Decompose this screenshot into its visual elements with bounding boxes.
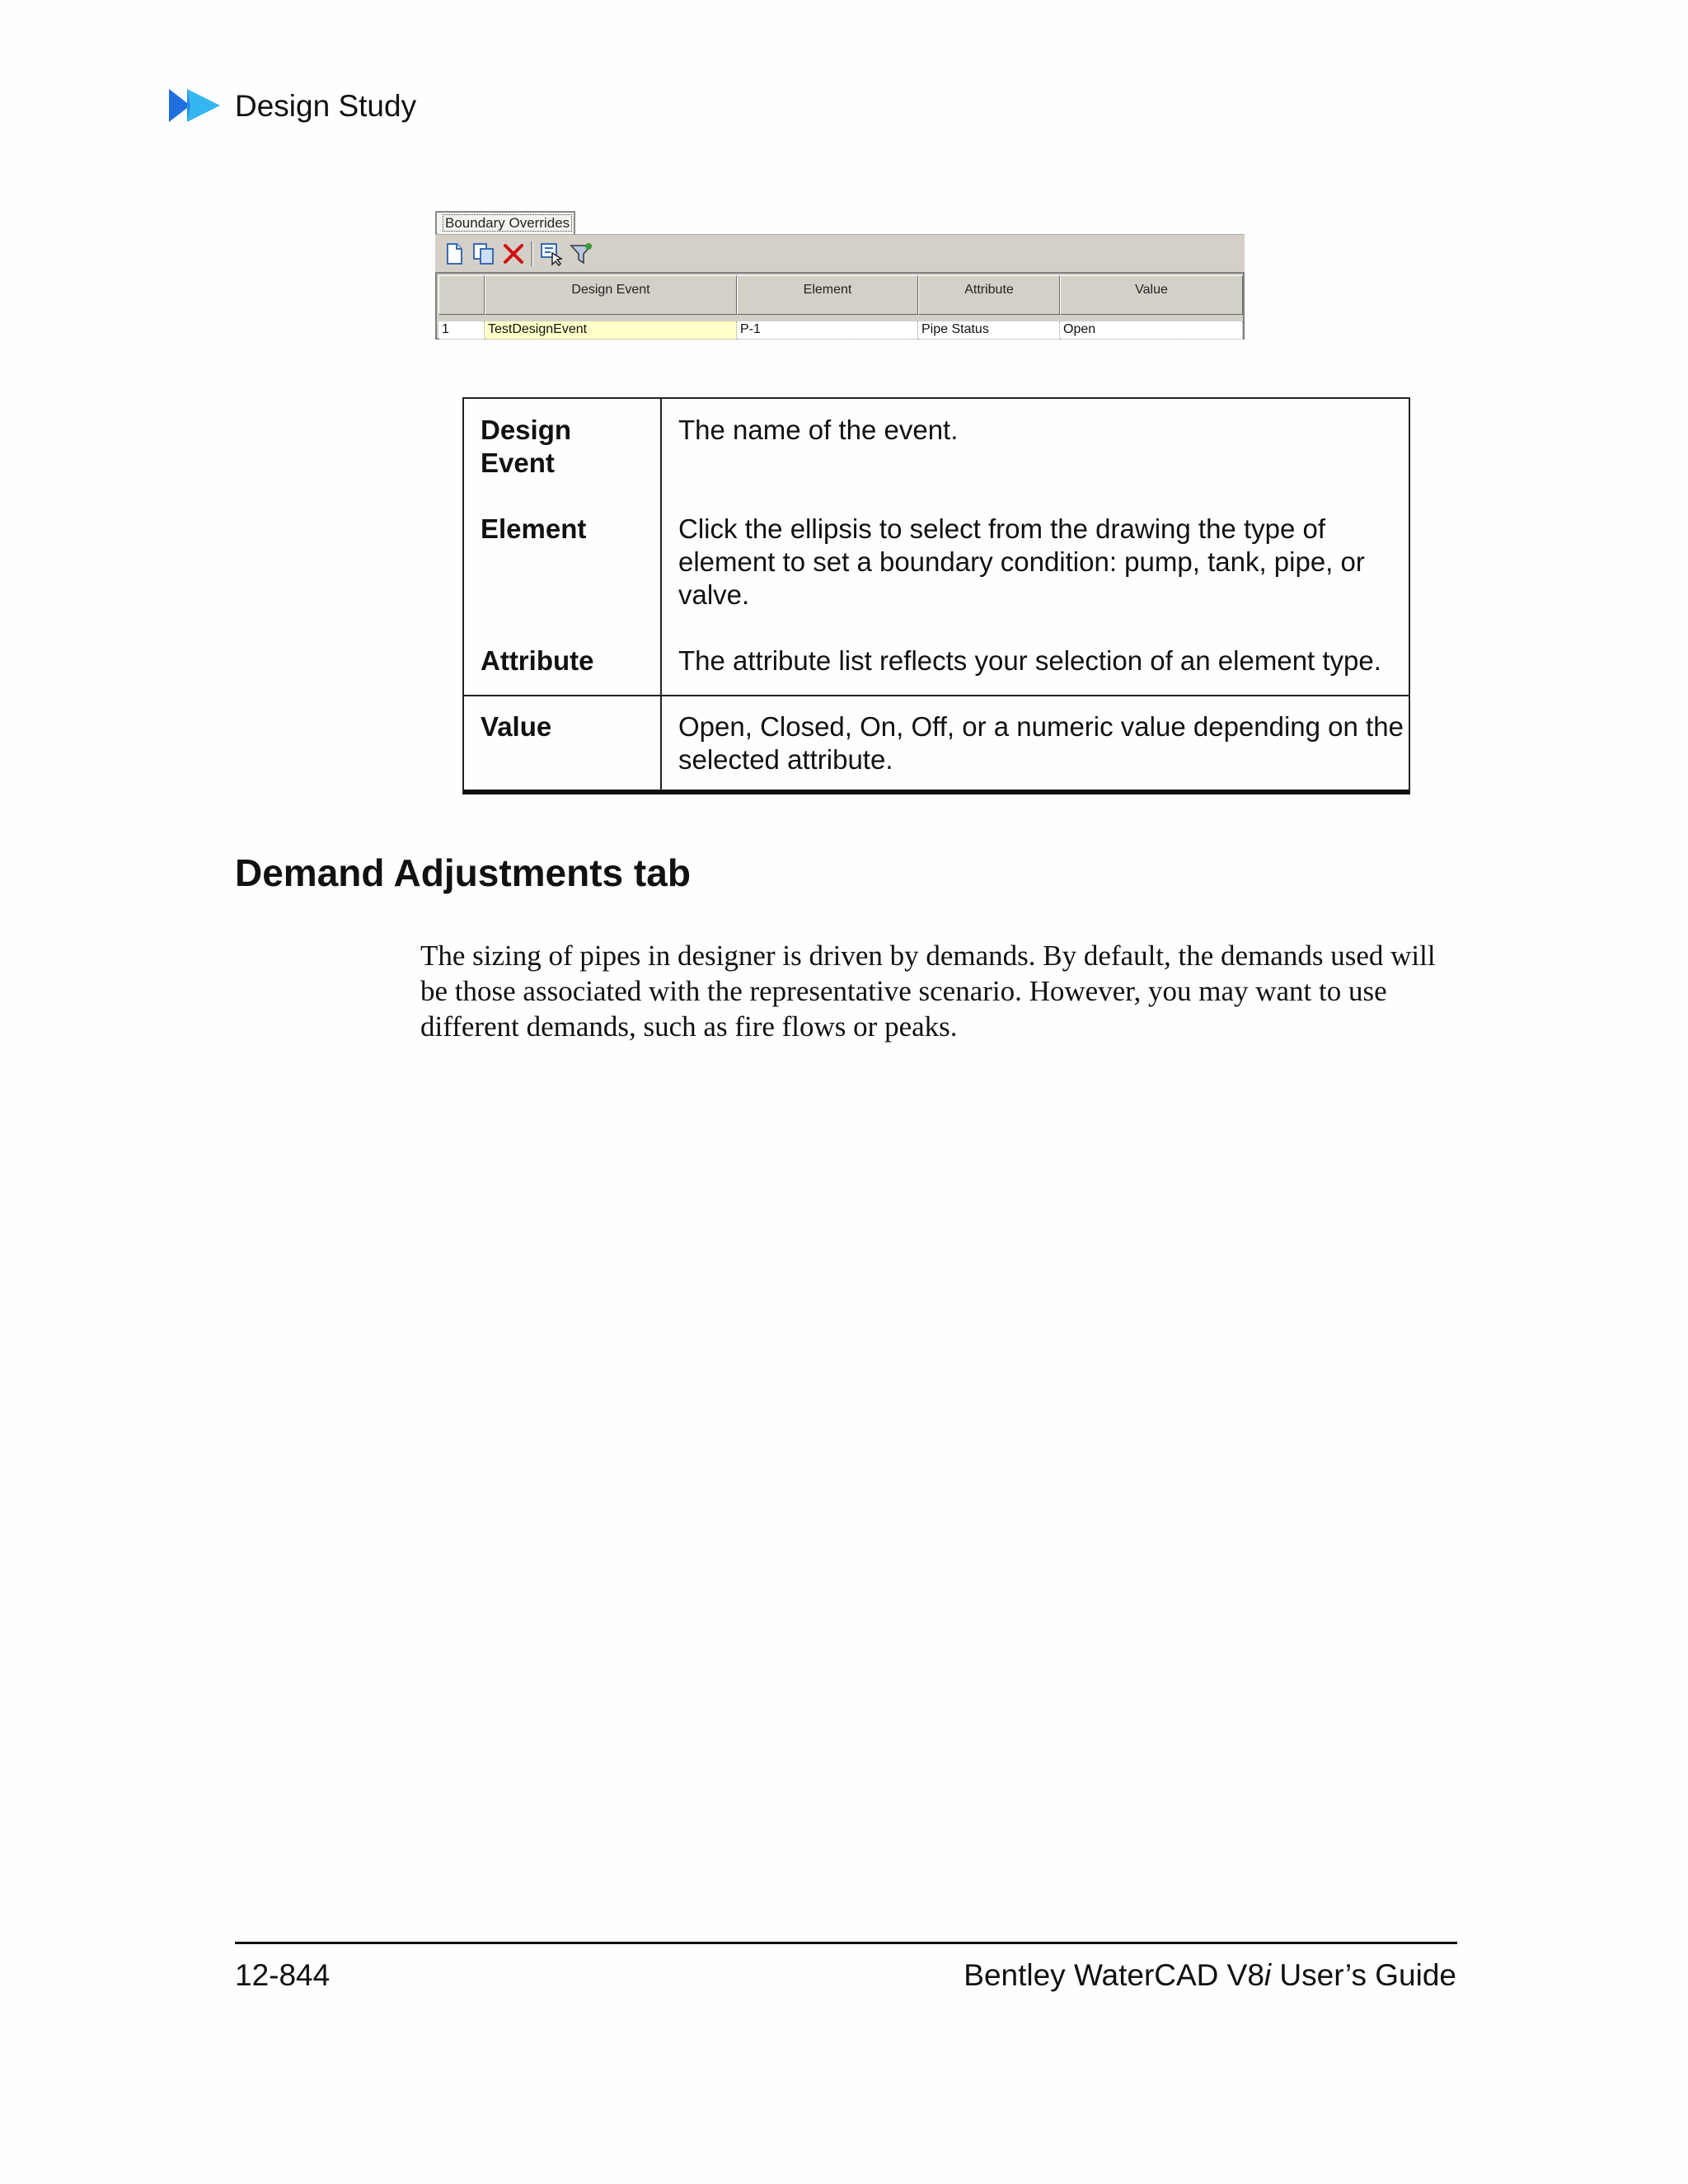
tab-boundary-overrides[interactable]: Boundary Overrides [435,211,575,234]
cell-element[interactable]: P-1 [737,321,918,340]
term-attribute: Attribute [481,645,594,676]
term-design-event: Design Event [481,415,572,478]
cell-value[interactable]: Open [1060,321,1243,340]
body-paragraph: The sizing of pipes in designer is driven by demands. By default, the demands used will be those associated with the representative scenario. However, you may want to use different demands, such as fire flows or peaks. [420,940,1436,1043]
filter-icon[interactable] [569,241,593,266]
table-row-index[interactable]: 1 [438,321,485,340]
select-from-drawing-icon[interactable] [539,241,564,266]
running-header-title: Design Study [235,89,417,123]
row-header-corner [438,275,485,315]
duplicate-icon[interactable] [471,241,496,266]
column-header-design-event[interactable]: Design Event [485,275,737,315]
section-heading: Demand Adjustments tab [235,851,691,894]
column-header-attribute[interactable]: Attribute [918,275,1060,315]
toolbar-separator [531,241,533,266]
footer-rule [235,1942,1457,1944]
grid-toolbar [435,234,1245,273]
cell-attribute[interactable]: Pipe Status [918,321,1060,340]
delete-icon[interactable] [501,241,526,266]
boundary-overrides-grid [435,272,1245,340]
desc-element: Click the ellipsis to select from the drawing the type of element to set a boundary condition: pump, tank, pipe, or valve. [678,513,1365,610]
field-definition-table [462,397,1410,794]
cell-design-event[interactable]: TestDesignEvent [485,321,737,340]
boundary-overrides-screenshot [435,211,1245,340]
column-header-value[interactable]: Value [1060,275,1243,315]
term-value: Value [481,711,552,742]
row-divider [462,695,1410,696]
desc-value: Open, Closed, On, Off, or a numeric value depending on the selected attribute. [678,711,1404,775]
column-divider [660,397,662,790]
column-header-element[interactable]: Element [737,275,918,315]
page-number: 12-844 [235,1958,331,1992]
desc-attribute: The attribute list reflects your selection of an element type. [678,645,1381,676]
guide-title: Bentley WaterCAD V8i User’s Guide [964,1958,1456,1992]
chevron-logo-icon [169,87,222,124]
term-element: Element [481,513,587,544]
new-icon[interactable] [442,241,467,266]
desc-design-event: The name of the event. [678,415,959,445]
